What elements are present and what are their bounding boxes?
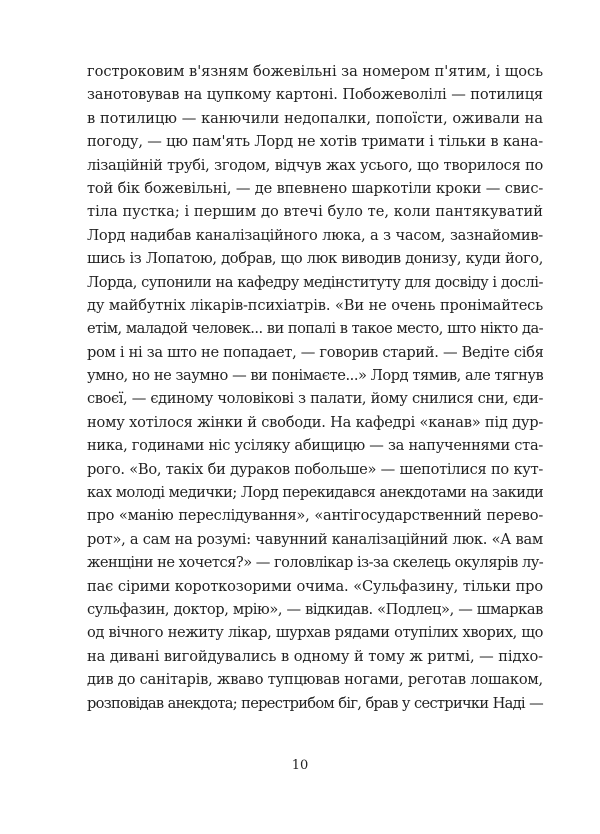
text-line: той бік божевільні, — де впевнено шаркотіли кроки — свис- <box>87 179 544 197</box>
text-line: сульфазин, доктор, мрію», — відкидав. «Подлец», — шмаркав <box>87 600 543 618</box>
text-line: розповідав анекдота; перестрибом біг, брав у сестрички Наді — <box>87 694 543 712</box>
text-line: пає сірими короткозорими очима. «Сульфазину, тільки про <box>87 577 543 595</box>
text-line: од вічного нежиту лікар, шурхав рядами отупілих хворих, що <box>87 624 543 642</box>
text-line: занотовував на цупкому картоні. Побожеволілі — потилиця <box>87 86 543 104</box>
text-line: Лорд надибав каналізаційного люка, а з часом, зазнайомив- <box>87 226 543 244</box>
text-line: в потилицю — канючили недопалки, попоїсти, оживали на <box>87 109 543 127</box>
text-line: Лорда, супонили на кафедру медінституту для досвіду і дослі- <box>87 273 543 291</box>
body-text <box>87 60 543 715</box>
text-line: гостроковим в'язням божевільні за номером п'ятим, і щось <box>87 63 544 80</box>
text-line: шись із Лопатою, добрав, що люк виводив донизу, куди його, <box>87 250 543 268</box>
text-line: див до санітарів, жваво тупцював ногами, реготав лошаком, <box>87 671 543 689</box>
text-line: ром і ні за што не попадает, — говорив старий. — Ведіте сібя <box>87 343 544 361</box>
text-line: етім, маладой человек... ви попалі в такое место, што нікто да- <box>87 320 543 338</box>
text-line: своєї, — єдиному чоловікові з палати, йому снилися сни, єди- <box>87 390 543 408</box>
page-number: 10 <box>291 758 309 773</box>
text-line: умно, но не заумно — ви понімаєте...» Лорд тямив, але тягнув <box>87 367 544 385</box>
text-line: ду майбутніх лікарів-психіатрів. «Ви не очень пронімайтесь <box>87 296 543 314</box>
text-line: ному хотілося жінки й свободи. На кафедрі «канав» під дур- <box>87 413 544 431</box>
text-line: рого. «Во, такіх би дураков побольше» — шепотілися по кут- <box>87 460 543 478</box>
text-line: ника, годинами ніс усіляку абищицю — за напученнями ста- <box>87 437 543 455</box>
text-line: тіла пустка; і першим до втечі було те, коли пантякуватий <box>87 203 543 221</box>
text-line: погоду, — цю пам'ять Лорд не хотів тримати і тільки в кана- <box>87 133 543 151</box>
text-line: на дивані вигойдувались в одному й тому ж ритмі, — підхо- <box>87 647 543 665</box>
text-line: про «манію переслідування», «антігосударственний перево- <box>87 507 543 525</box>
text-line: женщіни не хочется?» — головлікар із-за скелець окулярів лу- <box>87 554 544 572</box>
text-line: лізаційній трубі, згодом, відчув жах усього, що творилося по <box>87 156 543 174</box>
text-line: ках молоді медички; Лорд перекидався анекдотами на закиди <box>87 484 544 502</box>
text-line: рот», а сам на розумі: чавунний каналізаційний люк. «А вам <box>87 530 543 548</box>
